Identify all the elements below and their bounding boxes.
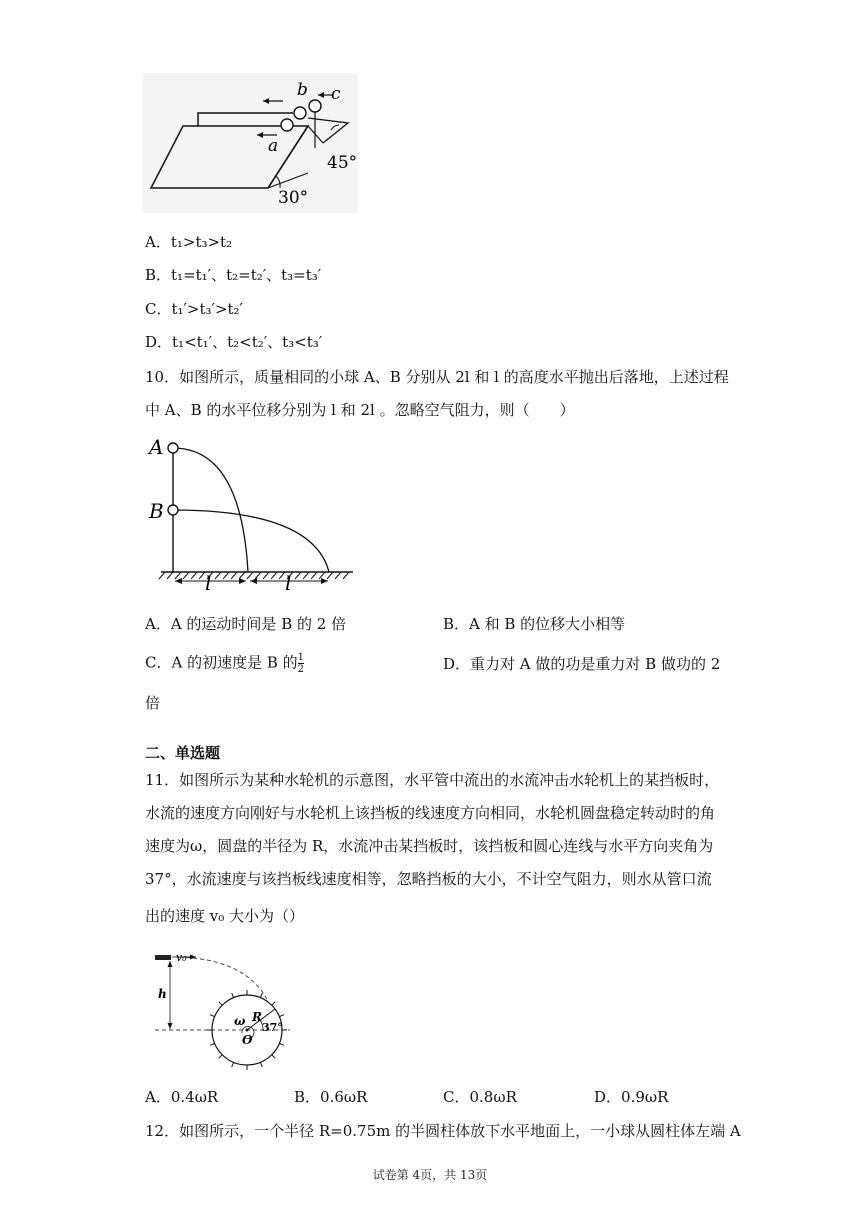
q11-label-omega: ω: [234, 1014, 246, 1028]
q11-line4: 37°，水流速度与该挡板线速度相等，忽略挡板的大小，不计空气阻力，则水从管口流: [145, 870, 712, 888]
q11-line3: 速度为ω，圆盘的半径为 R，水流冲击某挡板时，该挡板和圆心连线与水平方向夹角为: [145, 837, 714, 855]
fraction-denominator: 2: [297, 664, 305, 675]
q9-label-c: c: [331, 84, 341, 104]
q10-ball-b: [168, 505, 178, 515]
q11-line1: 11．如图所示为某种水轮机的示意图，水平管中流出的水流冲击水轮机上的某挡板时，: [145, 771, 720, 789]
q11-option-d: D．0.9ωR: [594, 1088, 669, 1106]
q11-line2: 水流的速度方向刚好与水轮机上该挡板的线速度方向相同，水轮机圆盘稳定转动时的角: [145, 804, 716, 822]
q10-option-c-text: C．A 的初速度是 B 的: [145, 653, 298, 672]
q11-figure: [150, 945, 310, 1075]
q11-label-angle: 37°: [262, 1021, 283, 1034]
q9-ball-a: [281, 119, 293, 131]
q11-line5: 出的速度 v₀ 大小为（）: [145, 907, 305, 925]
section-title: 二、单选题: [145, 744, 221, 762]
q10-label-l1: l: [205, 571, 212, 590]
q9-option-d: D．t₁<t₁′、t₂<t₂′、t₃<t₃′: [145, 333, 323, 351]
q12-line1: 12．如图所示，一个半径 R=0.75m 的半圆柱体放下水平地面上，一小球从圆柱体左端 A: [145, 1122, 741, 1140]
q9-label-b: b: [297, 80, 308, 100]
q11-label-v0: v₀: [176, 951, 187, 964]
q9-label-a: a: [268, 136, 279, 156]
q11-pipe: [155, 955, 171, 960]
q10-option-c-fraction: [298, 652, 304, 675]
q10-option-b: B．A 和 B 的位移大小相等: [443, 615, 626, 633]
q11-option-c: C．0.8ωR: [443, 1088, 517, 1106]
q10-figure: [143, 430, 358, 590]
q11-option-b: B．0.6ωR: [294, 1088, 368, 1106]
q10-label-a: A: [149, 435, 164, 459]
q9-option-a: A．t₁>t₃>t₂: [145, 233, 233, 251]
q10-label-b: B: [149, 499, 164, 523]
q11-label-r: R: [252, 1010, 262, 1024]
fraction-numerator: 1: [297, 652, 305, 663]
q10-ball-a: [168, 443, 178, 453]
q9-angle-45: 45°: [327, 153, 358, 173]
q10-label-l2: l: [285, 571, 292, 590]
q9-option-b: B．t₁=t₁′、t₂=t₂′、t₃=t₃′: [145, 266, 322, 284]
q9-figure: [143, 73, 358, 213]
q9-ball-b: [294, 107, 306, 119]
q10-trajectory-b: [173, 510, 329, 572]
q10-stem-line2: 中 A、B 的水平位移分别为 l 和 2l 。忽略空气阻力，则（ ）: [145, 401, 575, 419]
q11-option-a: A．0.4ωR: [145, 1088, 219, 1106]
q10-option-c: [145, 652, 304, 675]
q11-label-h: h: [158, 987, 167, 1001]
q10-option-d-line2: 倍: [145, 694, 161, 712]
q10-option-a: A．A 的运动时间是 B 的 2 倍: [145, 615, 347, 633]
page-footer: 试卷第 4页，共 13页: [372, 1168, 488, 1182]
q9-angle-30: 30°: [278, 188, 309, 208]
q9-option-c: C．t₁′>t₃′>t₂′: [145, 300, 243, 318]
q10-option-d-line1: D．重力对 A 做的功是重力对 B 做功的 2: [443, 655, 721, 673]
q11-label-o: O: [242, 1033, 253, 1047]
q9-ball-c: [309, 100, 321, 112]
q10-stem-line1: 10．如图所示，质量相同的小球 A、B 分别从 2l 和 l 的高度水平抛出后落地，上述过程: [145, 368, 729, 386]
